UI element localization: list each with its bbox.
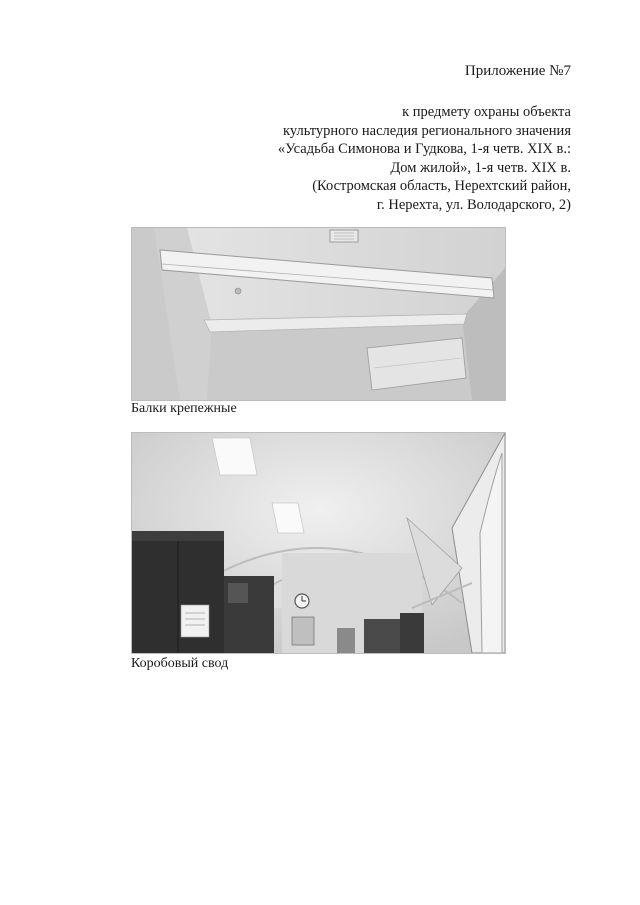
description-line: культурного наследия регионального значения bbox=[283, 122, 571, 139]
photo-ceiling-beams bbox=[131, 227, 506, 401]
description-line: Дом жилой», 1-я четв. XIX в. bbox=[390, 159, 571, 176]
description-line: (Костромская область, Нерехтский район, bbox=[312, 178, 571, 194]
photo-caption: Балки крепежные bbox=[131, 401, 237, 416]
description-line: к предмету охраны объекта bbox=[402, 104, 571, 120]
appendix-title: Приложение №7 bbox=[464, 63, 571, 79]
photo-caption: Коробовый свод bbox=[131, 656, 229, 671]
object-description bbox=[278, 103, 571, 214]
photo-barrel-vault bbox=[131, 432, 506, 654]
description-line: г. Нерехта, ул. Володарского, 2) bbox=[376, 196, 571, 213]
description-line: «Усадьба Симонова и Гудкова, 1-я четв. XIX в.: bbox=[277, 141, 571, 157]
